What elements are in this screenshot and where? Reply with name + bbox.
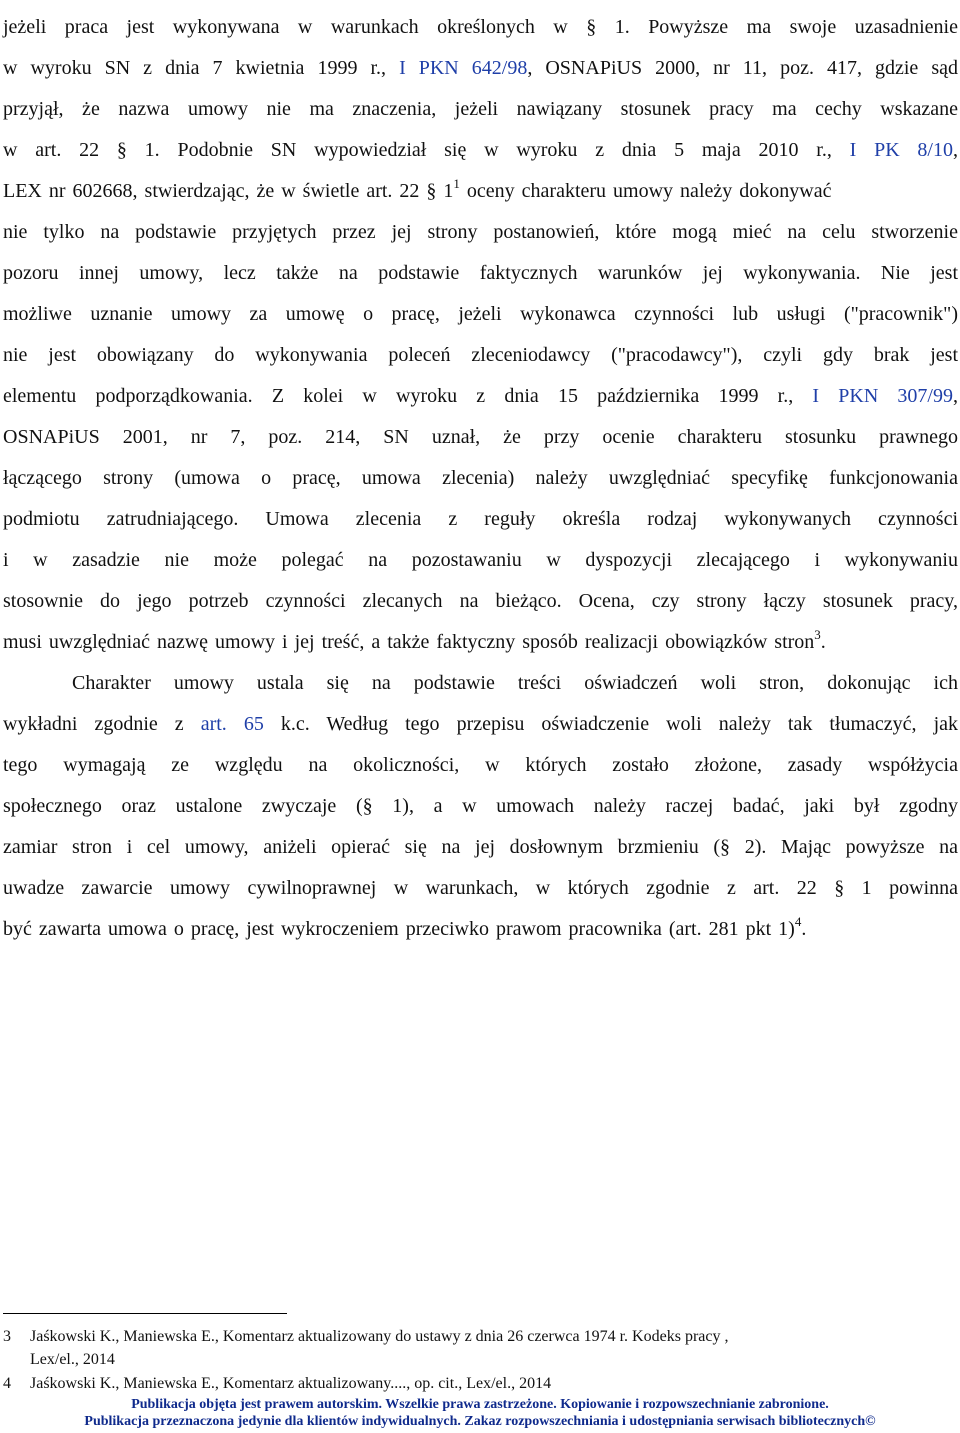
text-run: w art. 22 § 1. Podobnie SN wypowiedział się w wyroku z dnia 5 maja 2010 r., bbox=[3, 139, 850, 161]
text-run: tego wymagają ze względu na okoliczności, w których zostało złożone, zasady współżycia bbox=[3, 754, 958, 776]
footnote-3-continuation: Lex/el., 2014 bbox=[30, 1351, 115, 1368]
body-line bbox=[3, 834, 958, 860]
body-line bbox=[72, 670, 958, 696]
body-line bbox=[3, 506, 958, 532]
body-line bbox=[3, 96, 958, 122]
body-line bbox=[3, 260, 958, 286]
body-line bbox=[3, 916, 958, 942]
body-line bbox=[3, 465, 958, 491]
text-run: możliwe uznanie umowy za umowę o pracę, jeżeli wykonawca czynności lub usługi ("pracownik") bbox=[3, 303, 958, 325]
citation-link[interactable]: I PKN 307/99 bbox=[812, 385, 953, 407]
text-run: k.c. Według tego przepisu oświadczenie woli należy tak tłumaczyć, jak bbox=[263, 713, 958, 735]
text-run: stosownie do jego potrzeb czynności zlecanych na bieżąco. Ocena, czy strony łączy stosunek pracy, bbox=[3, 590, 958, 612]
footnote-ref: 3 bbox=[814, 627, 821, 643]
citation-link[interactable]: art. 65 bbox=[200, 713, 264, 735]
footnote-3-text: Jaśkowski K., Maniewska E., Komentarz aktualizowany do ustawy z dnia 26 czerwca 1974 r. Kodeks pracy , bbox=[30, 1328, 729, 1345]
footnote-3-number: 3 bbox=[3, 1328, 11, 1345]
body-line bbox=[3, 711, 958, 737]
text-run: , bbox=[953, 385, 958, 407]
footnote-ref: 4 bbox=[794, 914, 802, 930]
text-run: i w zasadzie nie może polegać na pozostawaniu w dyspozycji zlecającego i wykonywaniu bbox=[3, 549, 958, 571]
body-line bbox=[3, 547, 958, 573]
text-run: społecznego oraz ustalone zwyczaje (§ 1), a w umowach należy raczej badać, jaki był zgodny bbox=[3, 795, 958, 817]
body-line bbox=[3, 219, 958, 245]
body-line bbox=[3, 424, 958, 450]
text-run: jeżeli praca jest wykonywana w warunkach określonych w § 1. Powyższe ma swoje uzasadnienie bbox=[3, 16, 958, 38]
text-run: zamiar stron i cel umowy, aniżeli opierać się na jej dosłownym brzmieniu (§ 2). Mając powyższe na bbox=[3, 836, 958, 858]
text-run: LEX nr 602668, stwierdzając, że w świetle art. 22 § 1 bbox=[3, 180, 454, 202]
text-run: uwadze zawarcie umowy cywilnoprawnej w warunkach, w których zgodnie z art. 22 § 1 powinna bbox=[3, 877, 958, 899]
text-run: oceny charakteru umowy należy dokonywać bbox=[459, 180, 832, 202]
body-line bbox=[3, 55, 958, 81]
text-run: musi uwzględniać nazwę umowy i jej treść, a także faktyczny sposób realizacji obowiązków stron bbox=[3, 631, 815, 653]
body-line bbox=[3, 137, 958, 163]
body-line bbox=[3, 875, 958, 901]
body-line bbox=[3, 178, 958, 204]
text-run: w wyroku SN z dnia 7 kwietnia 1999 r., bbox=[3, 57, 400, 79]
body-line bbox=[3, 301, 958, 327]
body-line bbox=[3, 629, 958, 655]
text-run: , OSNAPiUS 2000, nr 11, poz. 417, gdzie sąd bbox=[527, 57, 958, 79]
body-line bbox=[3, 752, 958, 778]
text-run: być zawarta umowa o pracę, jest wykroczeniem przeciwko prawom pracownika (art. 281 pkt 1) bbox=[3, 918, 795, 940]
copyright-notice: Publikacja objęta jest prawem autorskim. Wszelkie prawa zastrzeżone. Kopiowanie i rozpowszechnianie zabronione. bbox=[131, 1397, 829, 1412]
text-run: nie tylko na podstawie przyjętych przez jej strony postanowień, które mogą mieć na celu stworzenie bbox=[3, 221, 958, 243]
footnote-ref: 1 bbox=[453, 176, 460, 192]
footnote-separator bbox=[3, 1313, 287, 1314]
text-run: . bbox=[801, 918, 807, 940]
text-run: , bbox=[953, 139, 958, 161]
text-run: pozoru innej umowy, lecz także na podstawie faktycznych warunków jej wykonywania. Nie jest bbox=[3, 262, 958, 284]
text-run: przyjął, że nazwa umowy nie ma znaczenia, jeżeli nawiązany stosunek pracy ma cechy wskazane bbox=[3, 98, 958, 120]
text-run: nie jest obowiązany do wykonywania poleceń zleceniodawcy ("pracodawcy"), czyli gdy brak jest bbox=[3, 344, 958, 366]
text-run: podmiotu zatrudniającego. Umowa zlecenia z reguły określa rodzaj wykonywanych czynności bbox=[3, 508, 958, 530]
text-run: wykładni zgodnie z bbox=[3, 713, 201, 735]
usage-notice: Publikacja przeznaczona jedynie dla klientów indywidualnych. Zakaz rozpowszechniania i udostępniania serwisach bibliotecznych© bbox=[84, 1414, 876, 1429]
text-run: Charakter umowy ustala się na podstawie treści oświadczeń woli stron, dokonując ich bbox=[72, 672, 958, 694]
citation-link[interactable]: I PK 8/10 bbox=[849, 139, 953, 161]
body-line bbox=[3, 383, 958, 409]
text-run: OSNAPiUS 2001, nr 7, poz. 214, SN uznał, że przy ocenie charakteru stosunku prawnego bbox=[3, 426, 958, 448]
text-run: łączącego strony (umowa o pracę, umowa zlecenia) należy uwzględniać specyfikę funkcjonowania bbox=[3, 467, 958, 489]
citation-link[interactable]: I PKN 642/98 bbox=[399, 57, 528, 79]
body-line bbox=[3, 14, 958, 40]
body-line bbox=[3, 588, 958, 614]
footnote-4-number: 4 bbox=[3, 1375, 11, 1392]
text-run: elementu podporządkowania. Z kolei w wyroku z dnia 15 października 1999 r., bbox=[3, 385, 813, 407]
text-run: . bbox=[820, 631, 826, 653]
footnote-4-text: Jaśkowski K., Maniewska E., Komentarz aktualizowany...., op. cit., Lex/el., 2014 bbox=[30, 1375, 552, 1392]
body-line bbox=[3, 793, 958, 819]
body-line bbox=[3, 342, 958, 368]
